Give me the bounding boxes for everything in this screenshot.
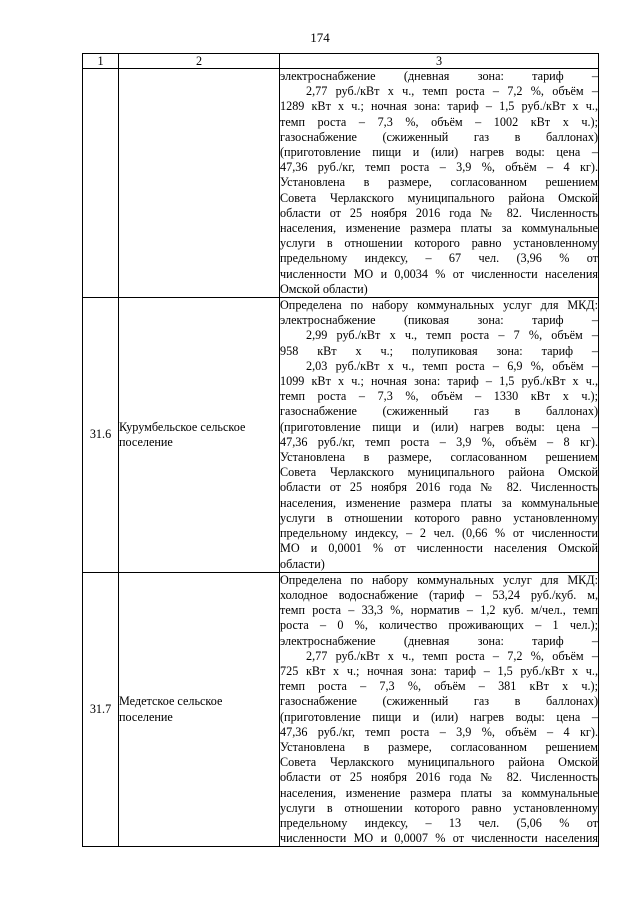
description-line: Совета Черлакского муниципального района Омской [280,465,598,480]
description-line: численности МО и 0,0007 % от численности населения [280,831,598,846]
description-line: Установлена в размере, согласованном решением [280,739,598,754]
description-line: газоснабжение (сжиженный газ в баллонах) [280,129,598,144]
settlement-name [119,69,280,298]
description-line: Установлена в размере, согласованном решением [280,175,598,190]
description-line: Совета Черлакского муниципального района Омской [280,755,598,770]
settlement-name-line: поселение [119,709,173,724]
table-header-row [83,54,599,69]
description-line: темп роста – 7,3 %, объём – 1330 кВт х ч.); [280,389,598,404]
description-line: роста – 0 %, количество проживающих – 1 чел.); [280,618,598,633]
description-line: 2,99 руб./кВт х ч., темп роста – 7 %, объём – [306,328,598,343]
description-line: области) [280,556,325,571]
description-line: 725 кВт х ч.; ночная зона: тариф – 1,5 руб./кВт х ч., [280,663,598,678]
description-line: 958 кВт х ч.; полупиковая зона: тариф – [280,343,598,358]
description-line: услуги в отношении которого равно установленному [280,510,598,525]
description-line: 2,77 руб./кВт х ч., темп роста – 7,2 %, объём – [306,648,598,663]
description-line: 47,36 руб./кг, темп роста – 3,9 %, объём – 4 кг). [280,160,598,175]
description-line: населения, изменение размера платы за коммунальные [280,221,598,236]
description-line: предельному индексу, – 13 чел. (5,06 % от [280,815,598,830]
description-cell [280,298,599,573]
description-line: услуги в отношении которого равно установленному [280,236,598,251]
description-cell [280,69,599,298]
description-line: Установлена в размере, согласованном решением [280,450,598,465]
description-line: 1099 кВт х ч.; ночная зона: тариф – 1,5 руб./кВт х ч., [280,374,598,389]
description-line: Омской области) [280,281,368,296]
row-number: 31.6 [83,298,119,573]
description-line: МО и 0,0001 % от численности населения Омской [280,541,598,556]
description-line: Определена по набору коммунальных услуг для МКД: [280,572,598,587]
settlement-name-line: поселение [119,434,173,449]
document-table [82,53,599,847]
table-row [83,572,599,847]
description-line: 2,77 руб./кВт х ч., темп роста – 7,2 %, объём – [306,84,598,99]
description-line: электроснабжение (дневная зона: тариф – [280,69,598,83]
description-line: численности МО и 0,0034 % от численности населения [280,266,598,281]
description-line: населения, изменение размера платы за коммунальные [280,495,598,510]
column-header-1: 1 [83,54,119,69]
description-line: 1289 кВт х ч.; ночная зона: тариф – 1,5 руб./кВт х ч., [280,99,598,114]
description-line: области от 25 ноября 2016 года № 82. Численность [280,205,598,220]
description-line: области от 25 ноября 2016 года № 82. Численность [280,770,598,785]
description-line: темп роста – 7,3 %, объём – 1002 кВт х ч.); [280,114,598,129]
column-header-2: 2 [119,54,280,69]
table-row [83,298,599,573]
description-line: предельному индексу, – 67 чел. (3,96 % от [280,251,598,266]
description-line: населения, изменение размера платы за коммунальные [280,785,598,800]
description-line: услуги в отношении которого равно установленному [280,800,598,815]
description-line: 2,03 руб./кВт х ч., темп роста – 6,9 %, объём – [306,358,598,373]
description-line: области от 25 ноября 2016 года № 82. Численность [280,480,598,495]
description-line: Определена по набору коммунальных услуг для МКД: [280,298,598,313]
row-number: 31.7 [83,572,119,847]
settlement-name-line: Медетское сельское [119,694,223,709]
description-line: Совета Черлакского муниципального района Омской [280,190,598,205]
settlement-name-line: Курумбельское сельское [119,419,246,434]
description-line: газоснабжение (сжиженный газ в баллонах) [280,404,598,419]
description-line: газоснабжение (сжиженный газ в баллонах) [280,694,598,709]
description-line: электроснабжение (пиковая зона: тариф – [280,313,598,328]
description-line: (приготовление пищи и (или) нагрев воды: цена – [280,419,598,434]
description-line: темп роста – 33,3 %, норматив – 1,2 куб. м/чел., темп [280,603,598,618]
settlement-name [119,298,280,573]
description-line: темп роста – 7,3 %, объём – 381 кВт х ч.); [280,679,598,694]
description-line: (приготовление пищи и (или) нагрев воды: цена – [280,709,598,724]
description-line: предельному индексу, – 2 чел. (0,66 % от численности [280,526,598,541]
description-line: холодное водоснабжение (тариф – 53,24 руб./куб. м, [280,587,598,602]
settlement-name [119,572,280,847]
column-header-3: 3 [280,54,599,69]
table-row [83,69,599,298]
row-number [83,69,119,298]
description-line: электроснабжение (дневная зона: тариф – [280,633,598,648]
description-cell [280,572,599,847]
description-line: 47,36 руб./кг, темп роста – 3,9 %, объём – 4 кг). [280,724,598,739]
description-line: 47,36 руб./кг, темп роста – 3,9 %, объём – 8 кг). [280,434,598,449]
page-number: 174 [310,30,330,45]
description-line: (приготовление пищи и (или) нагрев воды: цена – [280,145,598,160]
